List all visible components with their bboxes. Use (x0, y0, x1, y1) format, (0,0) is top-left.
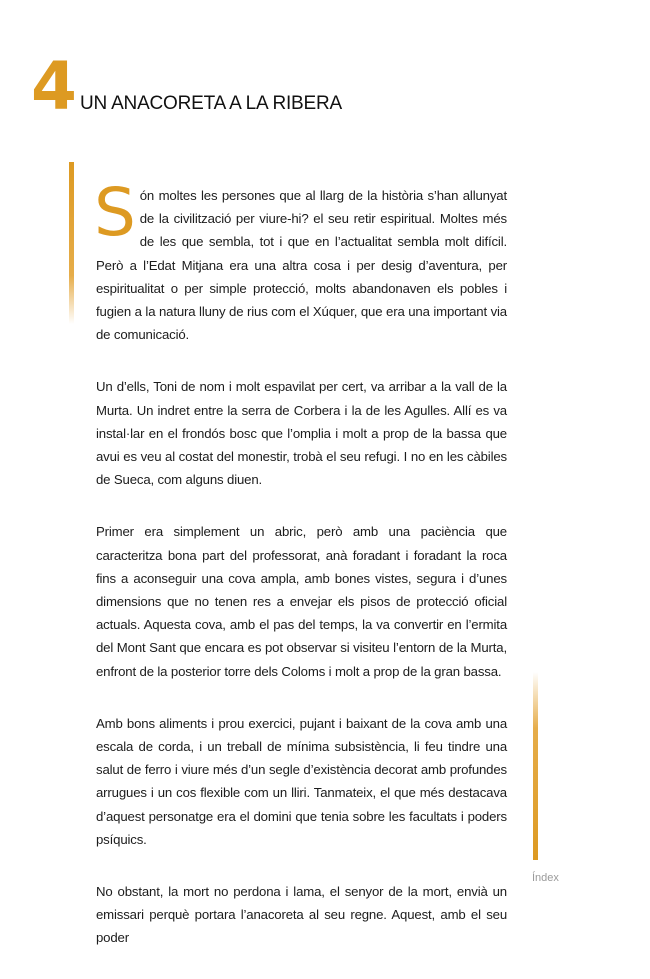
paragraph-3: Primer era simplement un abric, però amb una paciència que caracteritza bona part del professorat, anà foradant i foradant la roca fins a aconseguir una cova ampla, amb bones vistes, segura i d’unes dimensions que no tenen res a envejar els pisos de protecció oficial actuals. Aquesta cova, amb el pas del temps, la va convertir en l’ermita del Mont Sant que encara es pot observar si visiteu l’entorn de la Murta, enfront de la posterior torre dels Coloms i molt a prop de la gran bassa. (96, 524, 507, 679)
paragraph-2: Un d’ells, Toni de nom i molt espavilat per cert, va arribar a la vall de la Murta. Un indret entre la serra de Corbera i la de les Agulles. Allí es va instal·lar en el frondós bosc que l’omplia i molt a prop de la bassa que avui es veu al costat del monestir, trobà el seu refugi. I no en les càbiles de Sueca, com alguns diuen. (96, 379, 507, 488)
drop-cap: S (94, 174, 136, 251)
chapter-title: UN ANACORETA A LA RIBERA (80, 93, 342, 114)
paragraph-4: Amb bons aliments i prou exercici, pujant i baixant de la cova amb una escala de corda, i un treball de mínima subsistència, li feu tindre una salut de ferro i viure més d’un segle d’existència decorat amb profundes arrugues i un cos flexible com un lliri. Tanmateix, el que més destacava d’aquest personatge era el domini que tenia sobre les facultats i poders psíquics. (96, 715, 507, 847)
paragraph-5: No obstant, la mort no perdona i lama, el senyor de la mort, envià un emissari perquè portara l’anacoreta al seu regne. Aquest, amb el seu poder (96, 884, 507, 946)
chapter-number: 4 (31, 48, 77, 125)
paragraph-1-text: ón moltes les persones que al llarg de la història s’han allunyat de la civilització per viure-hi? el seu retir espiritual. Moltes més de les que sembla, tot i que en l’actualitat sembla molt difícil. Però a l’Edat Mitjana era una altra cosa i per desig d’aventura, per espiritualitat o per simple protecció, molts abandonaven els pobles i fugien a la natura lluny de rius com el Xúquer, que era una important via de comunicació. (96, 188, 507, 343)
decorative-left-bar (69, 162, 74, 324)
decorative-right-bar (533, 672, 538, 860)
paragraph-1 (94, 174, 507, 346)
body-text (94, 174, 507, 979)
index-link[interactable]: Índex (532, 872, 559, 884)
